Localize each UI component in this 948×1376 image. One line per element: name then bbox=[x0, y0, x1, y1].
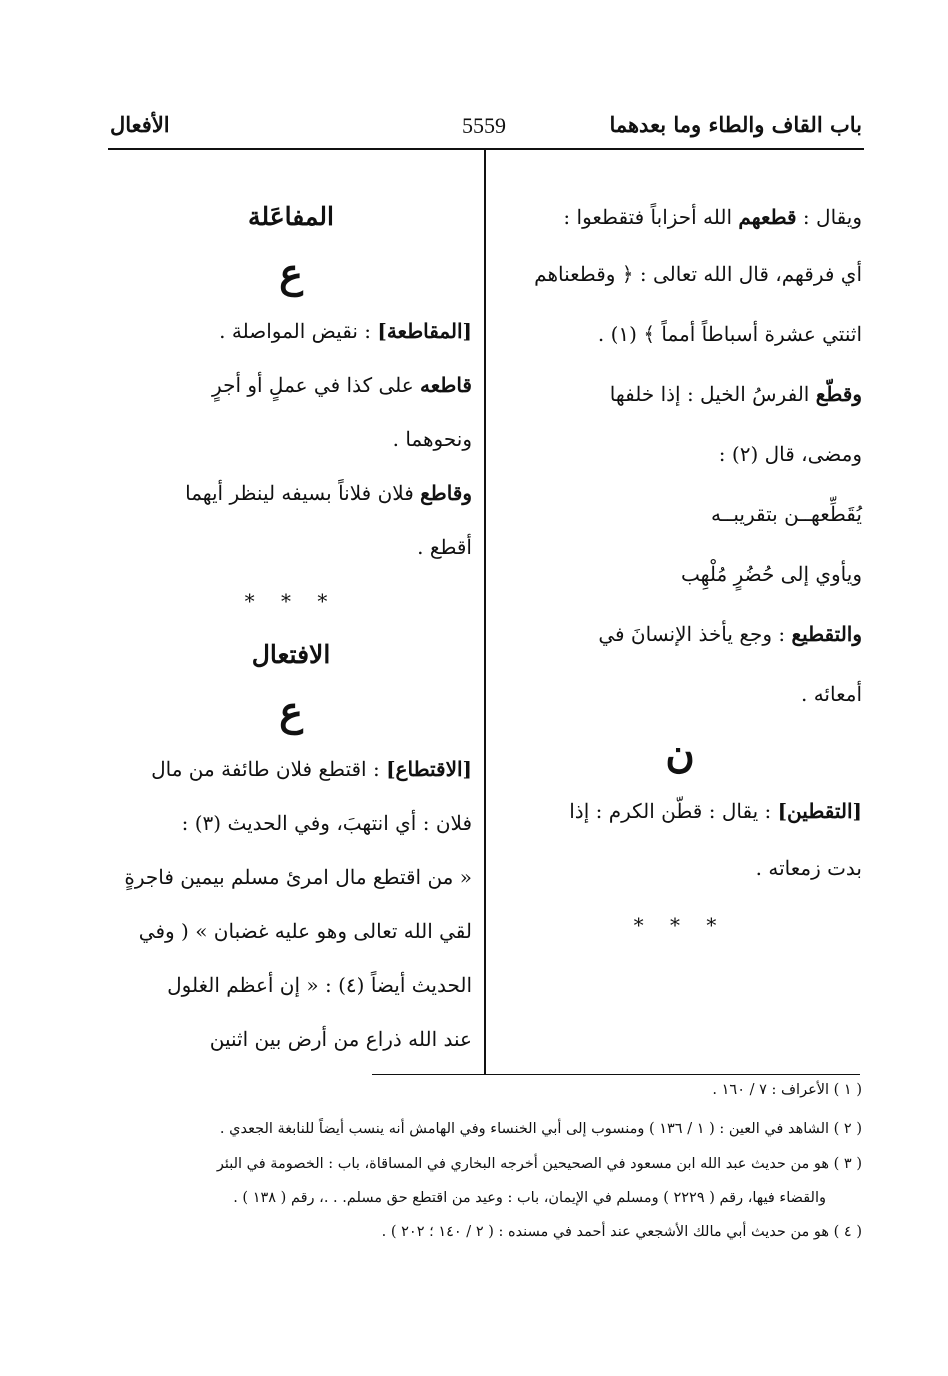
text-line bbox=[110, 742, 472, 796]
headword: [التقطين] bbox=[777, 799, 862, 823]
section-heading: المفاعَلة bbox=[248, 202, 334, 231]
line-text: الفرسُ الخيل : إذا خلفها bbox=[609, 382, 816, 406]
page-number: 5559 bbox=[462, 113, 506, 138]
headword: [الاقتطاع] bbox=[386, 757, 472, 781]
headword: قاطعه bbox=[420, 373, 472, 397]
root-letter: ع bbox=[279, 688, 303, 735]
text-line: اثنتي عشرة أسباطاً أمماً ﴾ (١) . bbox=[597, 322, 862, 346]
chapter-title: باب القاف والطاء وما بعدهما bbox=[609, 112, 862, 137]
footnote-rule bbox=[372, 1074, 860, 1075]
line-text: : اقتطع فلان طائفة من مال bbox=[151, 757, 387, 781]
text-line: أمعائه . bbox=[800, 682, 862, 706]
line-text: ويقال : bbox=[796, 205, 862, 229]
text-line bbox=[498, 364, 862, 424]
poem-line: يُقَطِّعهــن بتقريبــه bbox=[710, 502, 862, 526]
header-rule bbox=[108, 148, 864, 150]
text-line bbox=[110, 466, 472, 520]
text-line bbox=[110, 304, 472, 358]
poem-line: ويأوي إلى حُضُرٍ مُلْهِب bbox=[681, 562, 862, 586]
root-letter: ن bbox=[665, 730, 695, 777]
text-line: ونحوهما . bbox=[392, 427, 472, 451]
headword: والتقطيع bbox=[791, 622, 862, 646]
footnote: ( ٣ ) هو من حديث عبد الله ابن مسعود في الصحيحين أخرجه البخاري في المساقاة، باب : الخصومة في البئر bbox=[216, 1156, 862, 1172]
footnote: والقضاء فيها، رقم ( ٢٢٢٩ ) ومسلم في الإيمان، باب : وعيد من اقتطع حق مسلم. . .، رقم ( ١٣٨ ) . bbox=[233, 1190, 826, 1206]
line-text: : نقيض المواصلة . bbox=[219, 319, 378, 343]
column-divider bbox=[484, 150, 486, 1074]
left-column bbox=[110, 190, 472, 1066]
line-text: : يقال : قطّن الكرم : إذا bbox=[569, 799, 778, 823]
root-letter: ع bbox=[279, 250, 303, 297]
text-line: أقطع . bbox=[417, 535, 472, 559]
text-line: بدت زمعاته . bbox=[755, 856, 862, 880]
text-line bbox=[498, 784, 862, 838]
headword: [المقاطعة] bbox=[377, 319, 472, 343]
section-separator: * * * bbox=[633, 913, 727, 937]
footnote: ( ٤ ) هو من حديث أبي مالك الأشجعي عند أحمد في مسنده : ( ٢ / ١٤٠ ؛ ٢٠٢ ) . bbox=[381, 1224, 862, 1240]
headword: وقطّع bbox=[815, 382, 862, 406]
line-text: على كذا في عملٍ أو أجرٍ bbox=[212, 373, 421, 397]
text-line: عند الله ذراع من أرض بين اثنين bbox=[209, 1027, 472, 1051]
line-text: الله أحزاباً فتقطعوا : bbox=[563, 205, 739, 229]
headword: قطعهم bbox=[738, 205, 797, 229]
headword: وقاطع bbox=[420, 481, 472, 505]
text-line: أي فرقهم، قال الله تعالى : ﴿ وقطعناهم bbox=[534, 262, 862, 286]
text-line bbox=[498, 604, 862, 664]
line-text: : وجع يأخذ الإنسانَ في bbox=[598, 622, 792, 646]
footnote: ( ١ ) الأعراف : ٧ / ١٦٠ . bbox=[712, 1082, 862, 1098]
text-line: الحديث أيضاً (٤) : « إن أعظم الغلول bbox=[167, 973, 472, 997]
text-line: فلان : أي انتهبَ، وفي الحديث (٣) : bbox=[181, 811, 472, 835]
text-line: لقي الله تعالى وهو عليه غضبان » ( وفي bbox=[138, 919, 472, 943]
right-column bbox=[498, 190, 862, 952]
section-separator: * * * bbox=[244, 589, 338, 613]
line-text: فلان فلاناً بسيفه لينظر أيهما bbox=[185, 481, 421, 505]
section-heading: الافتعال bbox=[251, 640, 331, 669]
text-line bbox=[498, 190, 862, 244]
footnote: ( ٢ ) الشاهد في العين : ( ١ / ١٣٦ ) ومنسوب إلى أبي الخنساء وفي الهامش أنه ينسب أيضاً للنابغة الجعدي . bbox=[219, 1121, 862, 1137]
text-line: ومضى، قال (٢) : bbox=[718, 442, 862, 466]
section-title: الأفعال bbox=[110, 112, 170, 137]
text-line: « من اقتطع مال امرئ مسلم بيمين فاجرةٍ bbox=[124, 865, 472, 889]
text-line bbox=[110, 358, 472, 412]
